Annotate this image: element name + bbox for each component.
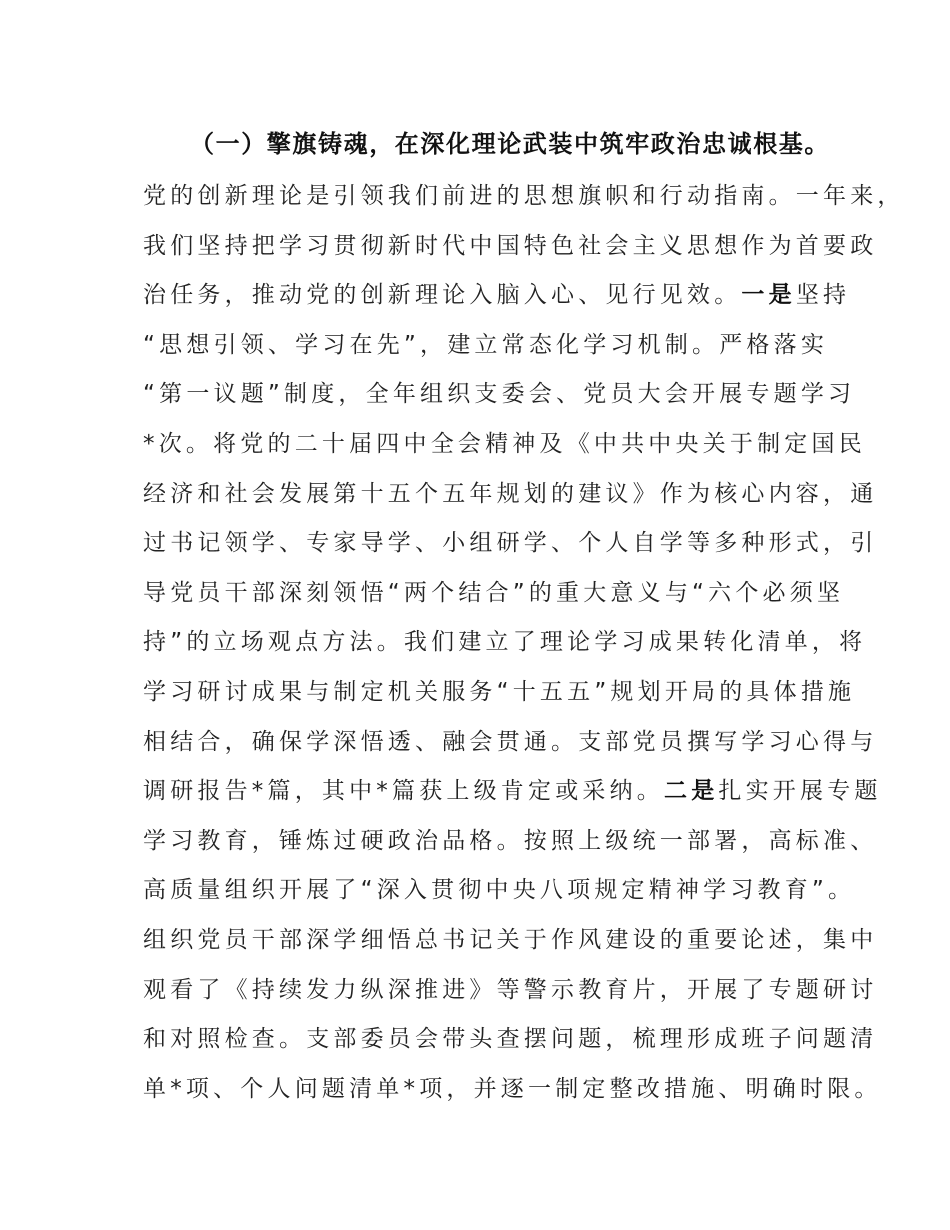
text-line xyxy=(143,817,878,867)
text-line xyxy=(143,321,833,371)
line-text: “第一议题”制度，全年组织支委会、党员大会开展专题学习 xyxy=(143,381,856,408)
line-text: 调研报告*篇，其中*篇获上级肯定或采纳。 xyxy=(143,778,664,805)
line-text: 过书记领学、专家导学、小组研学、个人自学等多种形式，引 xyxy=(143,530,878,557)
text-line xyxy=(143,767,882,817)
text-line xyxy=(143,668,856,718)
point-marker-two: 二是 xyxy=(664,778,719,805)
line-text: *次。将党的二十届四中全会精神及《中共中央关于制定国民 xyxy=(143,430,866,457)
line-text: 党的创新理论是引领我们前进的思想旗帜和行动指南。一年来， xyxy=(143,183,905,209)
line-text: 导党员干部深刻领悟“两个结合”的重大意义与“六个必须坚 xyxy=(143,579,845,606)
text-line xyxy=(143,172,905,222)
line-text: 单*项、个人问题清单*项，并逐一制定整改措施、明确时限。 xyxy=(143,1075,882,1102)
line-text-tail: 坚持 xyxy=(795,282,851,309)
line-text: “思想引领、学习在先”，建立常态化学习机制。严格落实 xyxy=(143,331,829,358)
point-marker-one: 一是 xyxy=(741,282,796,309)
line-text-tail: 扎实开展专题 xyxy=(718,778,882,805)
line-text: 高质量组织开展了“深入贯彻中央八项规定精神学习教育”。 xyxy=(143,877,856,904)
body-paragraph xyxy=(143,172,905,1114)
section-heading: （一）擎旗铸魂，在深化理论武装中筑牢政治忠诚根基。 xyxy=(190,130,830,158)
text-line xyxy=(143,718,878,768)
line-text: 和对照检查。支部委员会带头查摆问题，梳理形成班子问题清 xyxy=(143,1026,878,1053)
line-text: 相结合，确保学深悟透、融会贯通。支部党员撰写学习心得与 xyxy=(143,728,878,755)
line-text: 观看了《持续发力纵深推进》等警示教育片，开展了专题研讨 xyxy=(143,976,878,1003)
text-line xyxy=(143,1065,882,1115)
line-text: 学习教育，锤炼过硬政治品格。按照上级统一部署，高标准、 xyxy=(143,827,878,854)
line-text: 经济和社会发展第十五个五年规划的建议》作为核心内容，通 xyxy=(143,480,878,507)
line-text: 持”的立场观点方法。我们建立了理论学习成果转化清单，将 xyxy=(143,629,867,656)
line-text: 我们坚持把学习贯彻新时代中国特色社会主义思想作为首要政 xyxy=(143,232,878,259)
text-line xyxy=(143,916,878,966)
text-line xyxy=(143,519,878,569)
text-line xyxy=(143,271,851,321)
text-line xyxy=(143,1015,878,1065)
text-line xyxy=(143,966,878,1016)
text-line xyxy=(143,370,856,420)
text-line xyxy=(143,470,878,520)
text-line xyxy=(143,618,867,668)
text-line xyxy=(143,866,856,916)
text-line xyxy=(143,222,878,272)
text-line xyxy=(143,569,845,619)
line-text: 组织党员干部深学细悟总书记关于作风建设的重要论述，集中 xyxy=(143,926,878,953)
line-text: 治任务，推动党的创新理论入脑入心、见行见效。 xyxy=(143,282,742,309)
line-text: 学习研讨成果与制定机关服务“十五五”规划开局的具体措施 xyxy=(143,678,856,705)
text-line xyxy=(143,420,866,470)
